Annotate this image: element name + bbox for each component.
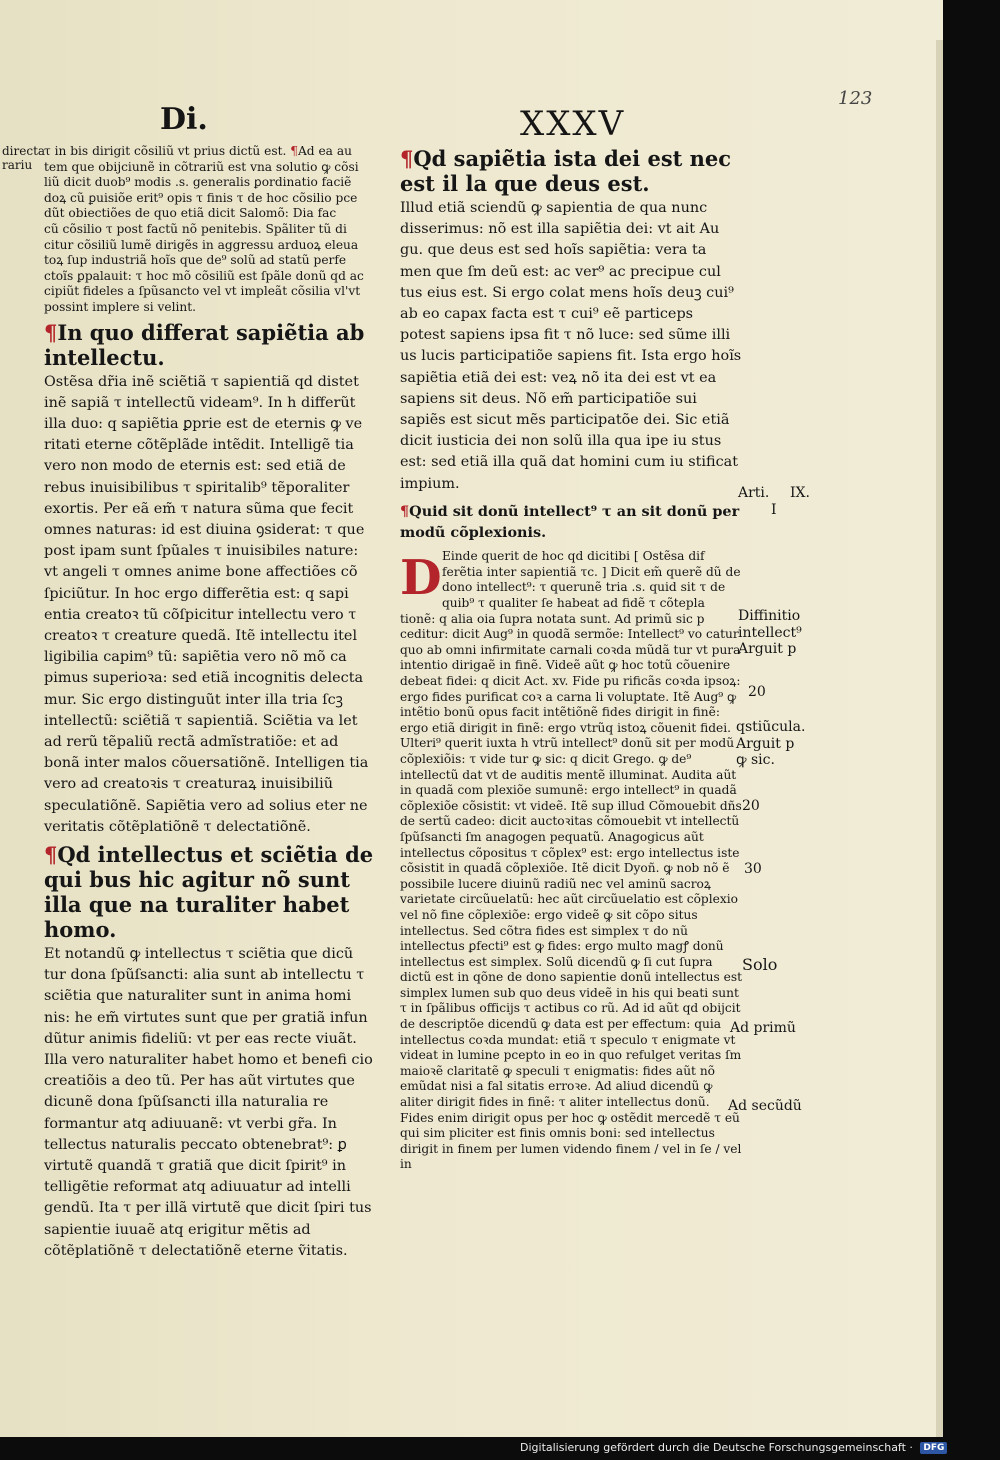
- body-paragraph: Et notandũ ꝙ intellectus τ sciẽtia que dicũ tur dona ſpũſsancti: alia sunt ab intellectu τ sciẽtia que naturaliter sunt in anima homi nis: he em̃ virtutes sunt que per gratiã infun dũtur animis fideliũ: vt per eas recte viuãt. Illa vero naturaliter habet homo et benefi cio creatiõis a deo tũ. Per has aũt virtutes que dicunẽ dona ſpũſsancti illa naturalia re formantur atq adiuuanẽ: vt verbi gr̃a. In tellectus naturalis peccato obtenebrat⁹: ꝑ virtutẽ quandã τ gratiã que dicit ſpirit⁹ in telligẽtie reformat atq adiuuatur ad intelli gendũ. Ita τ per illã virtutẽ que dicit ſpiri tus sapientie iuuaẽ atq erigitur mẽtis ad cõtẽplatiõnẽ τ delectatiõnẽ eterne ṽitatis.: [44, 946, 373, 1259]
- margin-note: 20: [748, 684, 766, 700]
- credit-text: Digitalisierung gefördert durch die Deutsche Forschungsgemeinschaft ·: [520, 1441, 913, 1454]
- left-column: [0, 144, 375, 1262]
- margin-note: Solo: [742, 955, 778, 974]
- margin-note: ꝙ sic.: [736, 752, 775, 768]
- decorated-initial: D: [400, 550, 442, 607]
- page-edge: [936, 40, 943, 1437]
- margin-note: Arti.: [738, 485, 770, 501]
- pilcrow-icon: ¶: [400, 146, 414, 171]
- commentary-paragraph: Einde querit de hoc qd dicitibi [ Ostẽsa dif ferẽtia inter sapientiã τc. ] Dicit em̃ querẽ dũ de dono intellect⁹: τ querunẽ tria .s. quid sit τ de quib⁹ τ qualiter ſe habeat ad fidẽ τ cõtepla tionẽ: q alia oia ſupra notata sunt. Ad primũ sic p ceditur: dicit Aug⁹ in quodã sermõe: Intellect⁹ vo catur quo ab omni infirmitate carnali coꝛda mũdã tur vt pura intentio dirigaẽ in finẽ. Videẽ aũt ꝙ hoc totũ cõuenire debeat fidei: q dicit Act. xv. Fide pu rificãs coꝛda ipsoꝝ: ergo fides purificat coꝛ a carna li voluptate. Itẽ Aug⁹ ꝙ intẽtio bonũ opus facit intẽtiõnẽ fides dirigit in finẽ: ergo etiã dirigit in finẽ: ergo vtrũq istoꝝ cõuenit fidei. Ulteri⁹ querit iuxta h vtrũ intellect⁹ donũ sit per modũ cõplexiõis: τ vide tur ꝙ sic: q dicit Grego. ꝙ de⁹ intellectũ dat vt de auditis mentẽ illuminat. Audita aũt in quadã com plexiõe sumunẽ: ergo intellect⁹ in quadã cõplexiõe cõsistit: vt videẽ. Itẽ sup illud Cõmouebit dñs de sertũ cadeo: dicit auctoꝛitas cõmouebit vt intellectũ ſpũſsancti ſm anagogen pequatũ. Anagogicus aũt intellectus cõpositus τ cõplex⁹ est: ergo intellectus iste cõsistit in quadã cõplexiõe. Itẽ dicit Dyoñ. ꝙ nob nõ ẽ possibile lucere diuinũ radiũ nec vel aminũ sacroꝝ varietate circũuelatũ: hec aũt circũuelatio est cõplexio vel nõ fine cõplexiõe: ergo videẽ ꝙ sit cõpo situs intellectus. Sed cõtra fides est simplex τ do nũ intellectus ꝑfecti⁹ est ꝙ fides: ergo multo magꝭ donũ intellectus est simplex. Solũ dicendũ ꝙ ſi cut ſupra dictũ est in qõne de dono sapientie donũ intellectus est simplex lumen sub quo deus videẽ in his qui beati sunt τ in ſpãlibus officijs τ actibus co rũ. Ad id aũt qd obijcit de descriptõe dicendũ ꝙ data est per effectum: quia intellectus coꝛda mundat: etiã τ speculo τ enigmate vt videat in lumine pcepto in eo in quo refulget veritas ſm maioꝛẽ claritatẽ ꝙ speculi τ enigmatis: fides aũt nõ emũdat nisi a fal sitatis erroꝛe. Ad aliud dicendũ ꝙ aliter dirigit fides in finẽ: τ aliter intellectus donũ. Fides enim dirigit opus per hoc ꝙ ostẽdit mercedẽ τ eũ qui sim pliciter est finis omnis boni: sed intellectus dirigit in finem per lumen videndo finem / vel in ſe / vel in: [400, 549, 742, 1172]
- intro-line: tem que obijciunẽ in cõtrariũ est vna solutio ꝙ cõsi: [44, 159, 359, 174]
- edge-word: directa: [2, 144, 46, 158]
- right-column: [400, 142, 742, 1173]
- running-head-roman-numeral: XXXV: [520, 104, 626, 144]
- margin-note: 20: [742, 798, 760, 814]
- margin-note: intellect⁹: [738, 625, 802, 641]
- intro-line: dũt obiectiões de quo etiã dicit Salomõ: Dia fac: [44, 206, 337, 221]
- intro-line: cipiũt fideles a ſpũsancto vel vt impleãt cõsilia vl'vt: [44, 284, 361, 299]
- margin-note: 30: [744, 861, 762, 877]
- intro-line: τ in bis dirigit cõsiliũ vt prius dictũ est. ¶Ad ea au: [44, 144, 352, 158]
- running-head-left: Di.: [160, 102, 208, 137]
- margin-note: I: [771, 502, 777, 518]
- margin-note: IX.: [790, 485, 810, 501]
- folio-number: 123: [838, 88, 873, 109]
- pilcrow-icon: ¶: [44, 842, 58, 867]
- section-heading: ¶Qd sapiẽtia ista dei est nec est il la que deus est.: [400, 146, 732, 196]
- intro-line: toꝝ ſup industriã hoĩs que de⁹ solũ ad statũ perfe: [44, 253, 347, 268]
- digitization-credit: [520, 1441, 947, 1454]
- intro-line: liũ dicit duob⁹ modis .s. generalis ꝑordinatio faciẽ: [44, 175, 352, 190]
- body-paragraph: Ostẽsa dr̃ia inẽ sciẽtiã τ sapientiã qd distet inẽ sapiã τ intellectũ videam⁹. In h differũt illa duo: q sapiẽtia ꝑprie est de eternis ꝙ ve ritati eterne cõtẽplãde intẽdit. Intelligẽ tia vero non modo de eternis est: sed etiã de rebus inuisibilibus τ spiritalib⁹ tẽporaliter exortis. Per eã em̃ τ natura sũma que fecit omnes naturas: id est diuina ꝯsiderat: τ que post ipam sunt ſpũales τ inuisibiles nature: vt angeli τ omnes anime bone affectiões cõ ſpiciũtur. In hoc ergo differẽtia est: q sapi entia creatoꝛ tũ cõſpicitur intellectu vero τ creatoꝛ τ creature quedã. Itẽ intellectu itel ligibilia capim⁹ tũ: sapiẽtia vero nõ mõ ca pimus superioꝛa: sed etiã incognitis delecta mur. Sic ergo distinguũt inter illa tria ſcꝫ intellectũ: sciẽtiã τ sapientiã. Sciẽtia va let ad rerũ tẽpaliũ rectã admĩstratiõe: et ad bonã inter malos cõuersatiõnẽ. Intelligen tia vero ad creatoꝛis τ creaturaꝝ inuisibiliũ speculatiõnẽ. Sapiẽtia vero ad solius eter ne veritatis cõtẽplatiõnẽ τ delectatiõnẽ.: [44, 373, 369, 835]
- question-heading: ¶Quid sit donũ intellect⁹ τ an sit donũ per modũ cõplexionis.: [400, 502, 740, 542]
- pilcrow-icon: ¶: [44, 319, 58, 345]
- section-heading: ¶In quo differat sapiẽtia ab intellectu.: [44, 319, 365, 370]
- intro-block: [0, 144, 375, 316]
- edge-word: rariu: [2, 158, 33, 172]
- intro-line: cũ cõsilio τ post factũ nõ penitebis. Spãliter tũ di: [44, 221, 347, 236]
- margin-note: Diffinitio: [738, 608, 801, 624]
- margin-note: Arguit p: [738, 641, 797, 657]
- pilcrow-icon: ¶: [290, 144, 298, 158]
- intro-line: possint implere si velint.: [44, 299, 196, 314]
- dfg-logo: DFG: [920, 1442, 947, 1454]
- margin-note: Arguit p: [736, 736, 795, 752]
- margin-note: qstiũcula.: [736, 719, 806, 735]
- intro-line: doꝝ cũ ꝑuisiõe erit⁹ opis τ finis τ de hoc cõsilio pce: [44, 190, 358, 205]
- commentary-block: [400, 549, 742, 1173]
- margin-note: Ad secũdũ: [728, 1098, 802, 1114]
- section-heading: ¶Qd intellectus et sciẽtia de qui bus hic agitur nõ sunt illa que na turaliter habet homo.: [44, 842, 374, 942]
- body-paragraph: Illud etiã sciendũ ꝙ sapientia de qua nunc disserimus: nõ est illa sapiẽtia dei: vt ait Au gu. que deus est sed hoĩs sapiẽtia: vera ta men que ſm deũ est: ac ver⁹ ac precipue cul tus eius est. Si ergo colat mens hoĩs deuꝫ cui⁹ ab eo capax facta est τ cui⁹ eẽ particeps potest sapiens ipsa fit τ nõ luce: sed sũme illi us lucis participatiõe sapiens fit. Ista ergo hoĩs sapiẽtia etiã dei est: veꝝ nõ ita dei est vt ea sapiens sit deus. Nõ em̃ participatiõe sui sapiẽs est sicut mẽs participatõe dei. Sic etiã dicit iusticia dei non solũ illa qua ipe iu stus est: sed etiã illa quã dat homini cum iu stificat impium.: [400, 200, 742, 492]
- margin-note: Ad primũ: [730, 1020, 796, 1036]
- intro-line: ctoĩs ꝑpalauit: τ hoc mõ cõsiliũ est ſpãle donũ qd ac: [44, 268, 364, 283]
- pilcrow-icon: ¶: [400, 502, 410, 520]
- intro-line: citur cõsiliũ lumẽ dirigẽs in aggressu arduoꝝ eleua: [44, 237, 359, 252]
- edge-words: [2, 144, 45, 172]
